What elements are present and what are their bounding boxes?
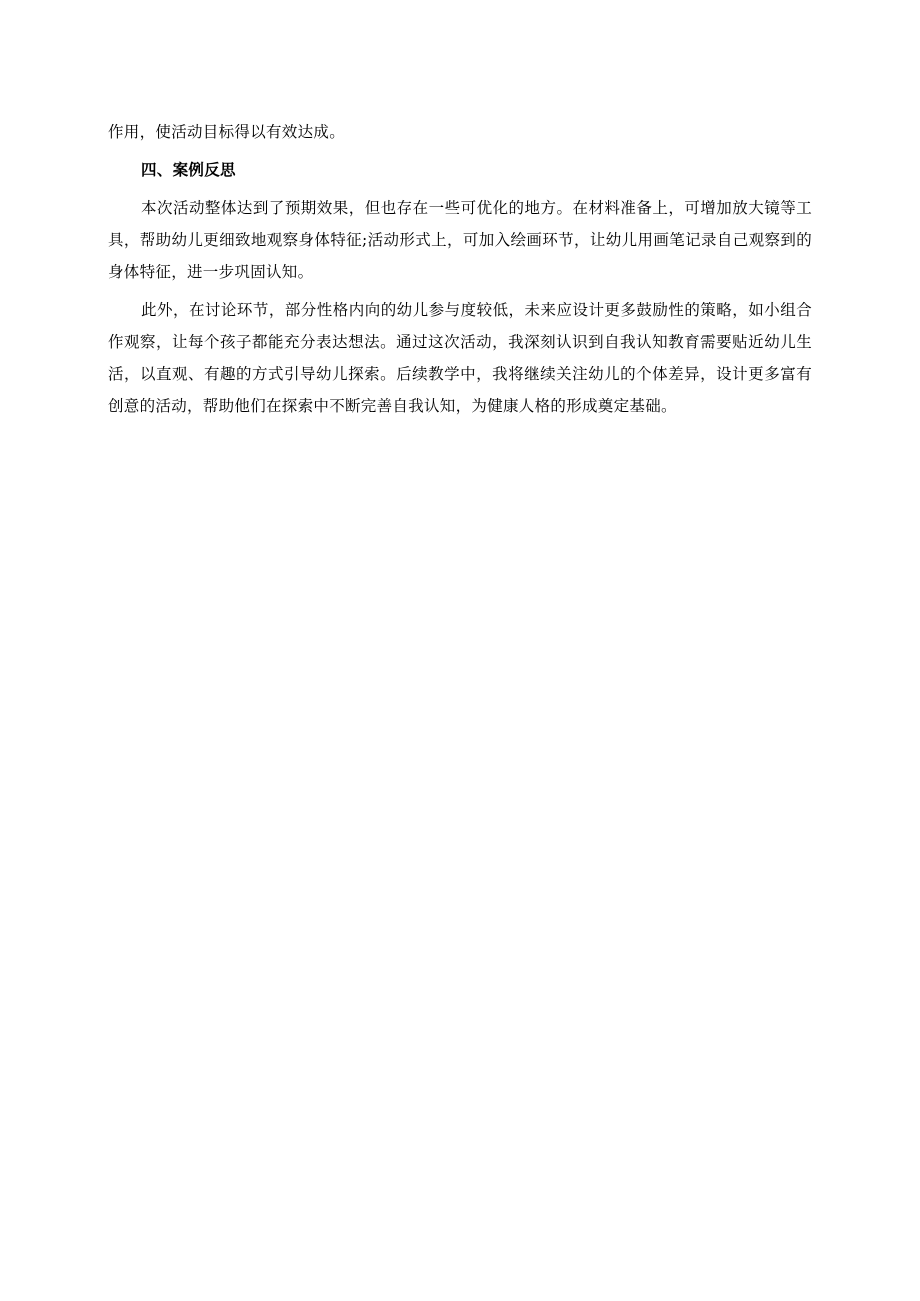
document-body	[108, 116, 812, 422]
paragraph-reflection-2: 此外，在讨论环节，部分性格内向的幼儿参与度较低，未来应设计更多鼓励性的策略，如小组合作观察，让每个孩子都能充分表达想法。通过这次活动，我深刻认识到自我认知教育需要贴近幼儿生活，以直观、有趣的方式引导幼儿探索。后续教学中，我将继续关注幼儿的个体差异，设计更多富有创意的活动，帮助他们在探索中不断完善自我认知，为健康人格的形成奠定基础。	[108, 301, 812, 415]
section-heading: 四、案例反思	[141, 160, 236, 179]
paragraph-reflection-1: 本次活动整体达到了预期效果，但也存在一些可优化的地方。在材料准备上，可增加放大镜等工具，帮助幼儿更细致地观察身体特征;活动形式上，可加入绘画环节，让幼儿用画笔记录自己观察到的身体特征，进一步巩固认知。	[108, 199, 812, 281]
continued-paragraph: 作用，使活动目标得以有效达成。	[108, 123, 346, 141]
